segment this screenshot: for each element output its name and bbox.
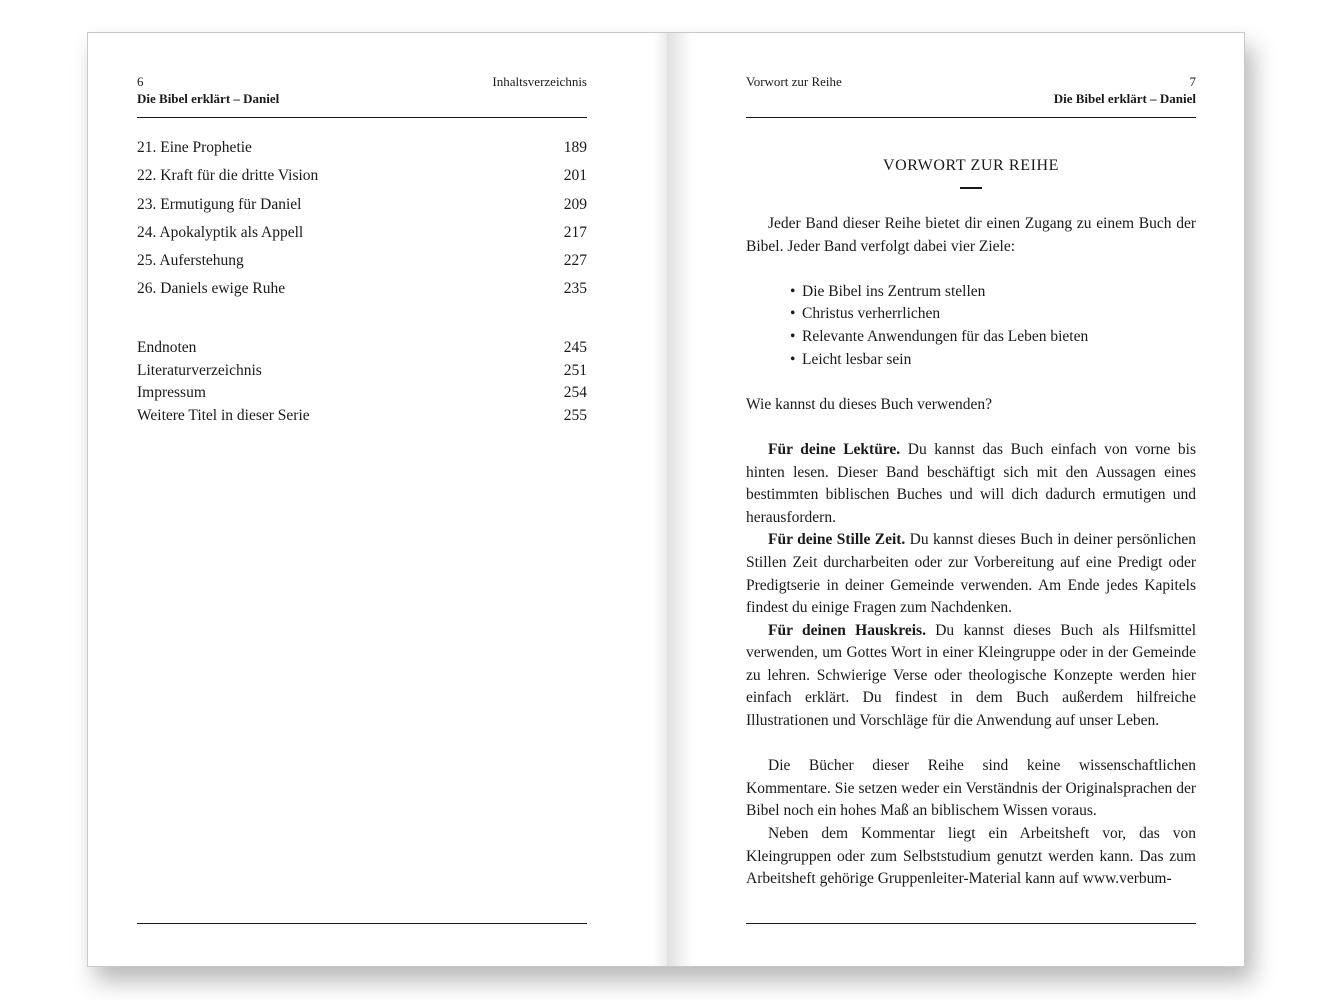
toc-page: 227 [563, 252, 587, 270]
toc-label: 26. Daniels ewige Ruhe [137, 280, 286, 298]
toc-label: 23. Ermutigung für Daniel [137, 195, 302, 213]
running-title: Die Bibel erklärt – Daniel [1053, 91, 1196, 106]
toc-label: 21. Eine Prophetie [137, 139, 252, 156]
use-paragraph [746, 439, 1196, 529]
use-paragraph [746, 529, 1196, 619]
toc-back-matter [137, 337, 587, 427]
page-number: 6 [137, 74, 144, 89]
toc-row [137, 219, 587, 247]
list-item: • Die Bibel ins Zentrum stellen [790, 281, 1196, 304]
preface-heading: VORWORT ZUR REIHE [882, 157, 1060, 174]
toc-label: Endnoten [137, 339, 197, 356]
intro-paragraph: Jeder Band dieser Reihe bietet dir einen Zugang zu einem Buch der Bibel. Jeder Band verfolgt dabei vier Ziele: [746, 215, 1196, 255]
toc-page: 201 [563, 167, 587, 185]
toc-page: 245 [563, 339, 587, 356]
toc-row [137, 162, 587, 190]
toc-row [137, 360, 587, 383]
closing-paragraph: Neben dem Kommentar liegt ein Arbeitsheft vor, das von Kleingruppen oder zum Selbststudium genutzt werden kann. Das zum Arbeitsheft gehörige Gruppenleiter-Material kann auf www.verbum- [746, 825, 1196, 888]
use-lead: Für deine Stille Zeit. [768, 531, 906, 549]
closing-paragraph: Die Bücher dieser Reihe sind keine wissenschaftlichen Kommentare. Sie setzen weder ein Verständnis der Originalsprachen der Bibel noch ein hohes Maß an biblischem Wissen voraus. [746, 757, 1196, 820]
use-lead: Für deine Lektüre. [768, 440, 901, 458]
toc-row [137, 405, 587, 428]
section-title: Inhaltsverzeichnis [492, 74, 587, 89]
footer-rule [746, 923, 1196, 924]
toc-label: Weitere Titel in dieser Serie [137, 406, 310, 424]
toc-label: Impressum [137, 384, 206, 402]
toc-label: 22. Kraft für die dritte Vision [137, 167, 319, 185]
toc-row [137, 191, 587, 219]
toc-label: 25. Auferstehung [137, 252, 244, 270]
toc-page: 189 [563, 139, 587, 156]
question-paragraph: Wie kannst du dieses Buch verwenden? [746, 395, 993, 413]
goals-list [746, 281, 1196, 371]
header-rule [137, 117, 587, 118]
use-paragraph [746, 620, 1196, 733]
use-lead: Für deinen Hauskreis. [768, 621, 926, 639]
header-rule [746, 117, 1196, 118]
left-page [87, 32, 667, 967]
use-text: Du kannst dieses Buch als Hilfsmittel verwenden, um Gottes Wort in einer Kleingruppe oder in der Gemeinde zu lehren. Schwierige Verse oder theologische Konzepte werden hier einfach erklärt. Du findest in dem Buch außerdem hilfreiche Illustrationen und Vorschläge für die Anwendung auf unser Leben. [746, 621, 1197, 730]
right-page-header [746, 73, 1196, 119]
page-number: 7 [1189, 74, 1196, 89]
preface-content [746, 155, 1196, 891]
toc-label: Literaturverzeichnis [137, 361, 262, 379]
footer-rule [137, 923, 587, 924]
toc-chapters [137, 134, 587, 304]
section-title: Vorwort zur Reihe [746, 74, 842, 89]
toc-row [137, 382, 587, 405]
gutter-shadow-left [653, 33, 667, 966]
toc-page: 255 [563, 406, 587, 424]
gutter-shadow-right [667, 33, 693, 966]
list-item: • Christus verherrlichen [790, 303, 1196, 326]
toc-label: 24. Apokalyptik als Appell [137, 223, 304, 241]
list-item: • Leicht lesbar sein [790, 349, 1196, 372]
book-spread [87, 32, 1245, 967]
right-page [667, 32, 1245, 967]
toc-page: 209 [563, 195, 587, 213]
running-title: Die Bibel erklärt – Daniel [137, 91, 280, 106]
toc-row [137, 275, 587, 303]
use-text: Du kannst das Buch einfach von vorne bis hinten lesen. Dieser Band beschäftigt sich mit den Aussagen eines bestimmten biblischen Buches und will dich dadurch ermutigen und herausfordern. [746, 440, 1196, 526]
toc-page: 217 [563, 223, 587, 241]
toc-row [137, 337, 587, 360]
toc-row [137, 134, 587, 162]
toc-row [137, 247, 587, 275]
use-text: Du kannst dieses Buch in deiner persönlichen Stillen Zeit durcharbeiten oder zur Vorbereitung auf eine Predigt oder Predigtserie in deiner Gemeinde verwenden. Am Ende jedes Kapitels findest du einige Fragen zum Nachdenken. [746, 531, 1196, 617]
toc-page: 251 [563, 361, 587, 379]
left-page-header [137, 73, 587, 119]
toc-page: 235 [563, 280, 587, 298]
toc-page: 254 [563, 384, 587, 402]
list-item: • Relevante Anwendungen für das Leben bieten [790, 326, 1196, 349]
